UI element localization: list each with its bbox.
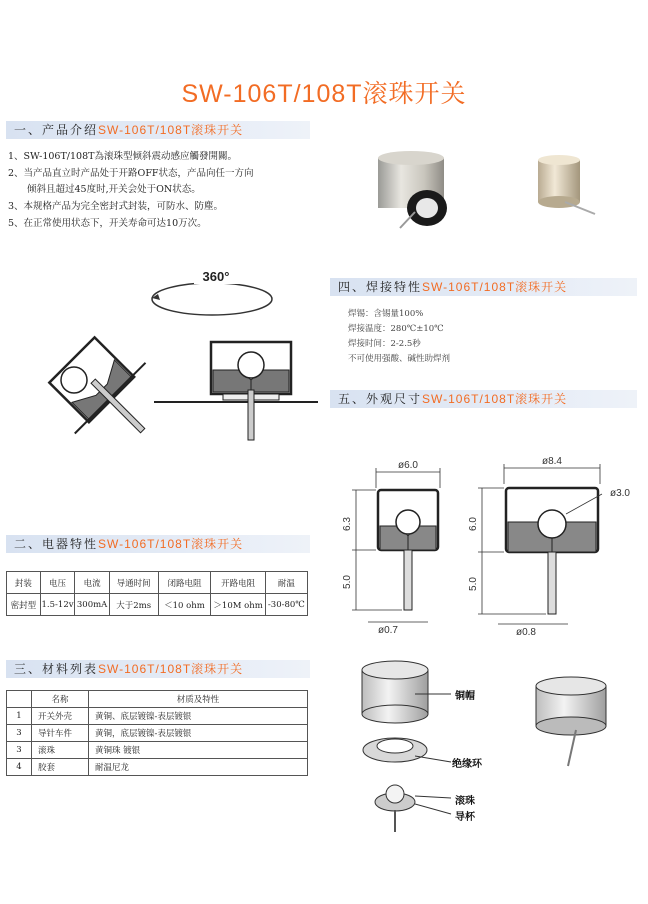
part-label-ball: 滚珠 [455, 796, 475, 807]
upright-switch [154, 342, 318, 440]
table-cell: 黄铜，底层镀镍-表层镀银 [89, 725, 308, 742]
table-header-row [7, 572, 308, 594]
assembled-product [520, 672, 630, 772]
product-photos [370, 148, 620, 238]
tilt-diagram [18, 262, 318, 462]
table-cell: 导针车件 [32, 725, 89, 742]
dimension-drawing-large [468, 456, 630, 638]
rotation-arrow [152, 283, 272, 315]
table-header-cell: 名称 [32, 691, 89, 708]
table-row [7, 742, 308, 759]
table-cell: 300mA [75, 594, 109, 616]
tilted-switch [37, 325, 178, 462]
table-cell: 耐温尼龙 [89, 759, 308, 776]
table-cell: ＜10 ohm [158, 594, 211, 616]
table-cell: 开关外壳 [32, 708, 89, 725]
dim-pin-diameter: ø0.8 [515, 627, 537, 638]
welding-line: 不可使用强酸、碱性助焊剂 [348, 354, 451, 364]
table-header-cell: 封装 [7, 572, 41, 594]
section-header-electrical [6, 535, 310, 553]
part-label-copper-cap: 铜帽 [455, 691, 475, 702]
ball-cup [375, 785, 415, 832]
intro-line: 2、当产品直立时产品处于开路OFF状态，产品向任一方向 [8, 168, 254, 179]
table-row [7, 708, 308, 725]
part-label-cup: 导杯 [455, 812, 475, 823]
dim-width: ø6.0 [397, 460, 419, 471]
table-cell: 3 [7, 725, 32, 742]
section-number: 一、产品介绍 [14, 123, 99, 137]
table-row [7, 759, 308, 776]
section-number: 四、焊接特性 [338, 280, 423, 294]
table-cell: 1.5-12v [40, 594, 75, 616]
table-cell: 密封型 [7, 594, 41, 616]
welding-line: 焊接时间：2-2.5秒 [348, 339, 421, 349]
table-cell: 胶套 [32, 759, 89, 776]
table-header-cell: 材质及特性 [89, 691, 308, 708]
section-number: 二、电器特性 [14, 537, 99, 551]
table-cell: 3 [7, 742, 32, 759]
section-number: 三、材料列表 [14, 662, 99, 676]
rotation-label: 360° [202, 269, 230, 284]
intro-line: 1、SW-106T/108T為滚珠型倾斜震动感应觸發開關。 [8, 151, 237, 162]
section-model: SW-106T/108T滚珠开关 [98, 662, 244, 676]
table-header-cell: 电流 [75, 572, 109, 594]
product-photo-large [378, 151, 447, 228]
product-photo-small [538, 155, 595, 214]
section-header-appearance [330, 390, 637, 408]
table-header-cell: 开路电阻 [211, 572, 265, 594]
section-model: SW-106T/108T滚珠开关 [422, 280, 568, 294]
intro-line: 倾斜且超过45度时,开关会处于ON状态。 [8, 184, 201, 195]
dim-pin-length: 5.0 [468, 577, 479, 591]
part-label-insulation-ring: 绝缘环 [452, 759, 482, 770]
table-header-cell: 电压 [40, 572, 75, 594]
dimension-drawings [338, 452, 638, 642]
table-header-cell: 耐温 [265, 572, 307, 594]
dim-ball: ø3.0 [609, 488, 631, 499]
dim-pin-diameter: ø0.7 [377, 625, 399, 636]
welding-line: 焊锡：含锡量100% [348, 309, 424, 319]
table-header-cell: 导通时间 [109, 572, 158, 594]
section-model: SW-106T/108T滚珠开关 [422, 392, 568, 406]
dimension-drawing-small [342, 460, 440, 636]
page-title: SW-106T/108T滚珠开关 [181, 80, 467, 108]
intro-line: 5、在正常使用状态下，开关寿命可达10万次。 [8, 218, 207, 229]
electrical-table [6, 571, 308, 616]
section-header-intro [6, 121, 310, 139]
table-header-cell [7, 691, 32, 708]
table-cell: 黄铜、底层镀镍-表层镀银 [89, 708, 308, 725]
table-cell: -30-80℃ [265, 594, 307, 616]
material-table [6, 690, 308, 776]
table-cell: 滚珠 [32, 742, 89, 759]
table-cell: ＞10M ohm [211, 594, 265, 616]
table-cell: 1 [7, 708, 32, 725]
table-cell: 4 [7, 759, 32, 776]
welding-line: 焊接温度：280℃±10℃ [348, 324, 444, 334]
table-row [7, 594, 308, 616]
section-number: 五、外观尺寸 [338, 392, 423, 406]
dim-width: ø8.4 [541, 456, 563, 467]
section-model: SW-106T/108T滚珠开关 [98, 123, 244, 137]
section-header-materials [6, 660, 310, 678]
dim-pin-length: 5.0 [342, 575, 353, 589]
dim-height: 6.3 [342, 517, 353, 531]
table-cell: 大于2ms [109, 594, 158, 616]
intro-line: 3、本规格产品为完全密封式封装，可防水、防塵。 [8, 201, 224, 212]
section-model: SW-106T/108T滚珠开关 [98, 537, 244, 551]
dim-height: 6.0 [468, 517, 479, 531]
table-header-cell: 闭路电阻 [158, 572, 211, 594]
table-row [7, 725, 308, 742]
section-header-welding [330, 278, 637, 296]
table-cell: 黄铜珠 镀银 [89, 742, 308, 759]
table-header-row [7, 691, 308, 708]
